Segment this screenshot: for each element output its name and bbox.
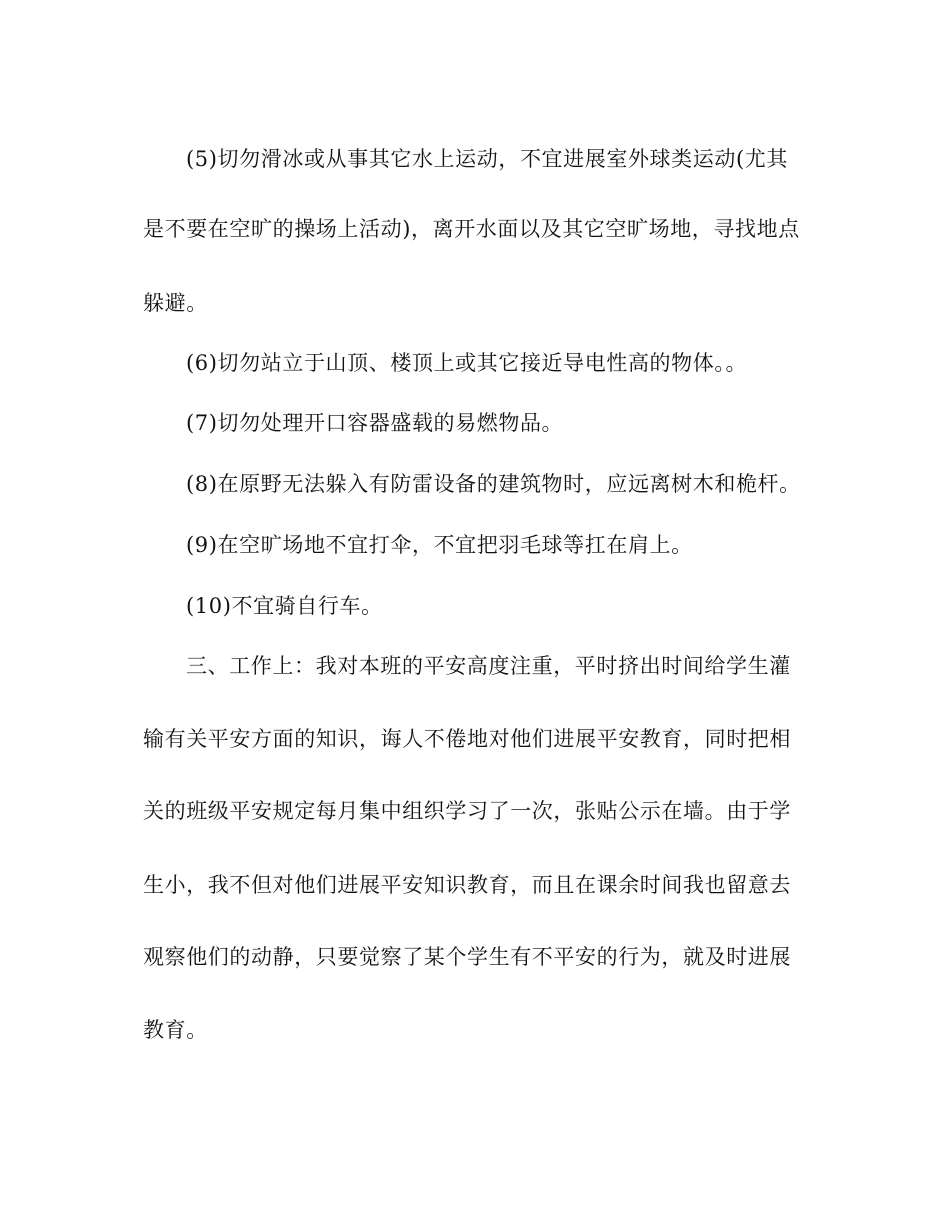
paragraph-line: 关的班级平安规定每月集中组织学习了一次，张贴公示在墙。由于学: [143, 799, 791, 823]
paragraph-line: 输有关平安方面的知识，诲人不倦地对他们进展平安教育，同时把相: [143, 727, 791, 751]
paragraph-line: 教育。: [143, 1018, 208, 1042]
paragraph-line: (6)切勿站立于山顶、楼顶上或其它接近导电性高的物体。。: [186, 351, 748, 375]
paragraph-line: (5)切勿滑冰或从事其它水上运动，不宜进展室外球类运动(尤其: [186, 147, 788, 171]
paragraph-line: 躲避。: [143, 291, 208, 315]
paragraph-line: 观察他们的动静，只要觉察了某个学生有不平安的行为，就及时进展: [143, 945, 791, 969]
paragraph-line: 是不要在空旷的操场上活动)，离开水面以及其它空旷场地，寻找地点: [143, 217, 800, 241]
paragraph-line: 生小，我不但对他们进展平安知识教育，而且在课余时间我也留意去: [143, 873, 791, 897]
paragraph-line: (7)切勿处理开口容器盛载的易燃物品。: [186, 411, 564, 435]
paragraph-line: (9)在空旷场地不宜打伞，不宜把羽毛球等扛在肩上。: [186, 533, 693, 557]
paragraph-line: 三、工作上：我对本班的平安高度注重，平时挤出时间给学生灌: [186, 654, 791, 678]
paragraph-line: (8)在原野无法躲入有防雷设备的建筑物时，应远离树木和桅杆。: [186, 472, 801, 496]
paragraph-line: (10)不宜骑自行车。: [186, 594, 383, 618]
